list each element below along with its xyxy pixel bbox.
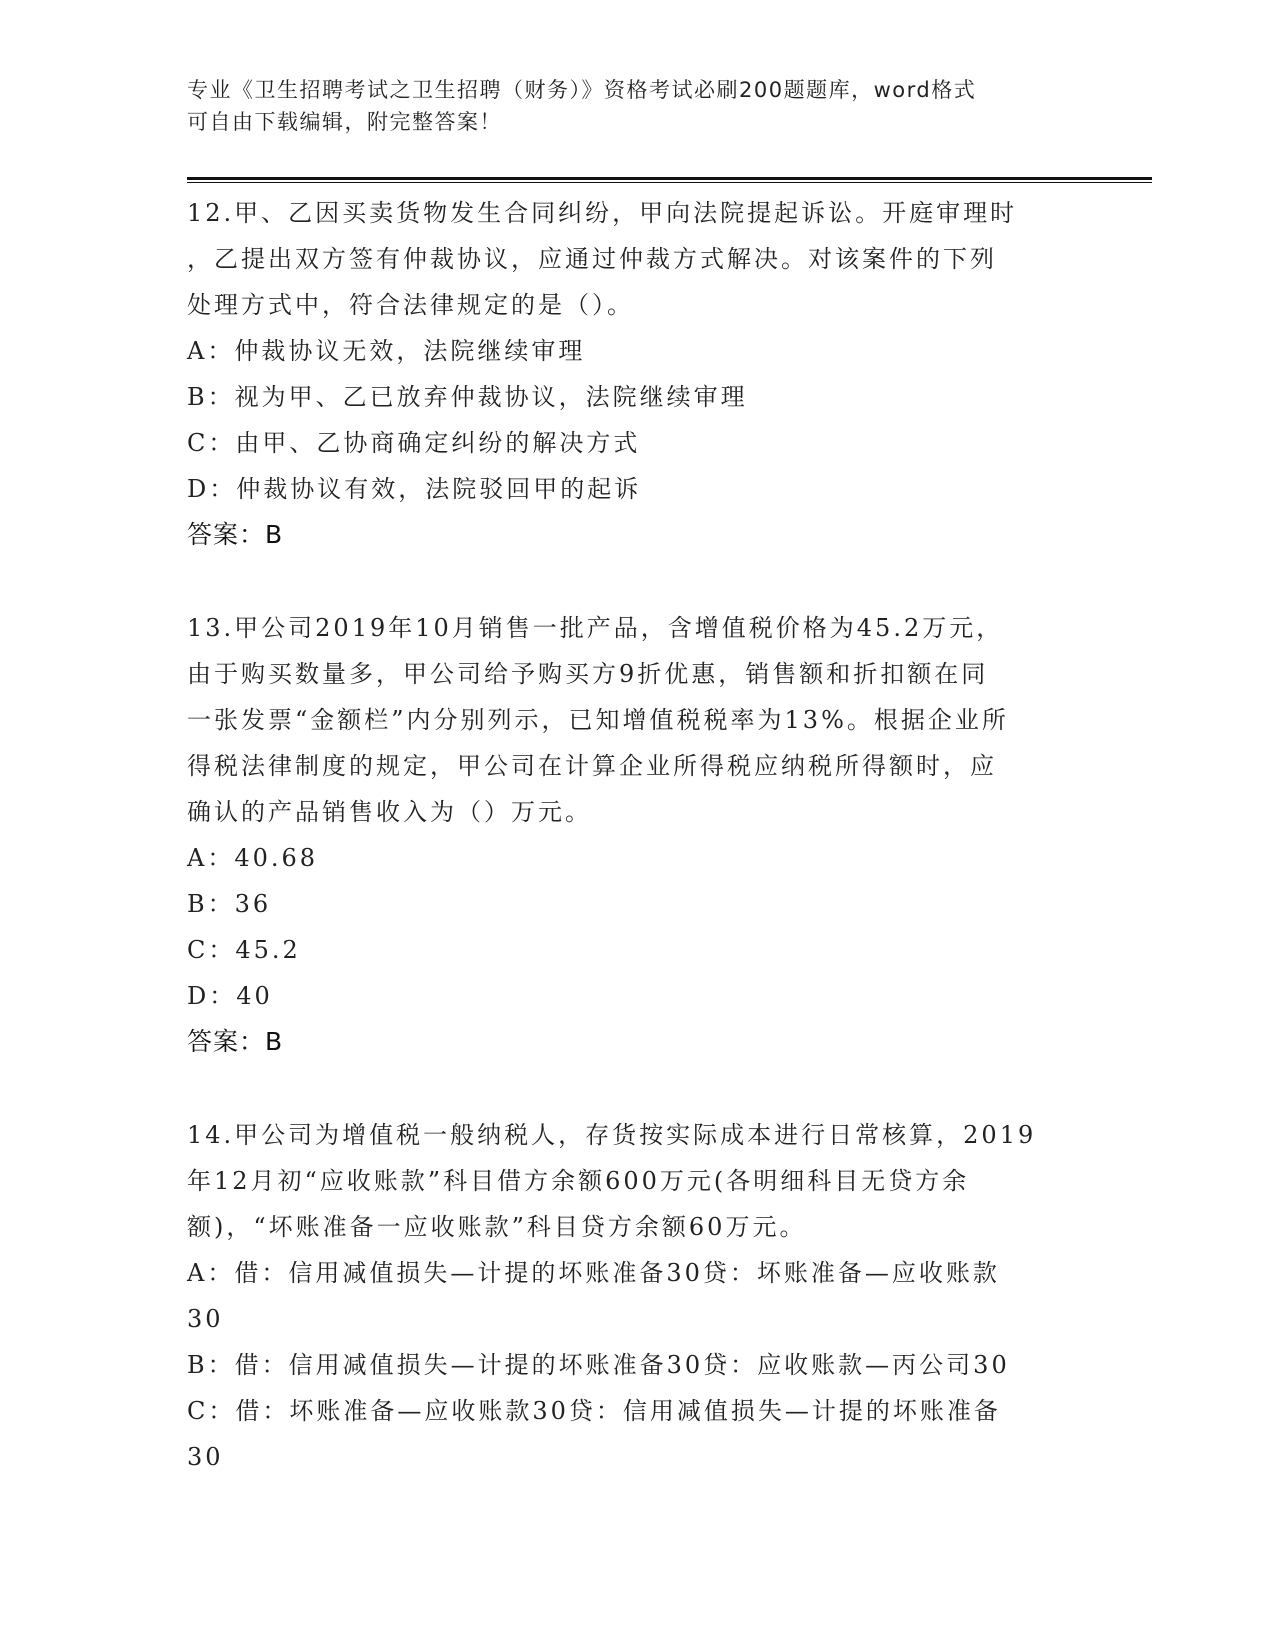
- question-stem-line: 一张发票“金额栏”内分别列示，已知增值税税率为13%。根据企业所: [187, 706, 1009, 734]
- option-b: B：借：信用减值损失—计提的坏账准备30贷：应收账款—丙公司30: [187, 1351, 1010, 1379]
- option-a: A：借：信用减值损失—计提的坏账准备30贷：坏账准备—应收账款: [187, 1259, 1000, 1287]
- answer-line: 答案：B: [187, 1027, 284, 1056]
- question-stem-line: 12.甲、乙因买卖货物发生合同纠纷，甲向法院提起诉讼。开庭审理时: [187, 199, 1018, 227]
- question-stem-line: 年12月初“应收账款”科目借方余额600万元(各明细科目无贷方余: [187, 1167, 970, 1195]
- header-rule-thick: [187, 177, 1152, 180]
- document-header: [187, 74, 1067, 138]
- question-stem-line: 确认的产品销售收入为（）万元。: [187, 798, 592, 826]
- option-c: C：借：坏账准备—应收账款30贷：信用减值损失—计提的坏账准备: [187, 1397, 1001, 1425]
- header-line-2: 可自由下载编辑，附完整答案！: [187, 110, 502, 134]
- option-a-continued: 30: [187, 1305, 224, 1333]
- header-line-1: 专业《卫生招聘考试之卫生招聘（财务）》资格考试必刷200题题库，word格式: [187, 78, 977, 102]
- option-b: B：36: [187, 890, 272, 918]
- option-c: C：由甲、乙协商确定纠纷的解决方式: [187, 429, 641, 457]
- question-stem-line: 由于购买数量多，甲公司给予购买方9折优惠，销售额和折扣额在同: [187, 660, 989, 688]
- option-d: D：仲裁协议有效，法院驳回甲的起诉: [187, 475, 642, 503]
- option-a: A：仲裁协议无效，法院继续审理: [187, 337, 586, 365]
- option-b: B：视为甲、乙已放弃仲裁协议，法院继续审理: [187, 383, 748, 411]
- question-stem-line: 得税法律制度的规定，甲公司在计算企业所得税应纳税所得额时，应: [187, 752, 997, 780]
- header-rule-thin: [187, 182, 1152, 183]
- question-list: [187, 190, 1077, 1527]
- question-stem-line: 13.甲公司2019年10月销售一批产品，含增值税价格为45.2万元，: [187, 614, 1004, 642]
- option-c-continued: 30: [187, 1443, 224, 1471]
- answer-line: 答案：B: [187, 520, 284, 549]
- question-stem-line: ，乙提出双方签有仲裁协议，应通过仲裁方式解决。对该案件的下列: [187, 245, 997, 273]
- question-stem-line: 14.甲公司为增值税一般纳税人，存货按实际成本进行日常核算，2019: [187, 1121, 1037, 1149]
- option-d: D：40: [187, 982, 273, 1010]
- question-stem-line: 额)，“坏账准备一应收账款”科目贷方余额60万元。: [187, 1213, 807, 1241]
- question-13: [187, 605, 1077, 1065]
- question-stem-line: 处理方式中，符合法律规定的是（）。: [187, 291, 634, 319]
- question-14: [187, 1112, 1077, 1480]
- option-c: C：45.2: [187, 936, 301, 964]
- option-a: A：40.68: [187, 844, 319, 872]
- question-12: [187, 190, 1077, 558]
